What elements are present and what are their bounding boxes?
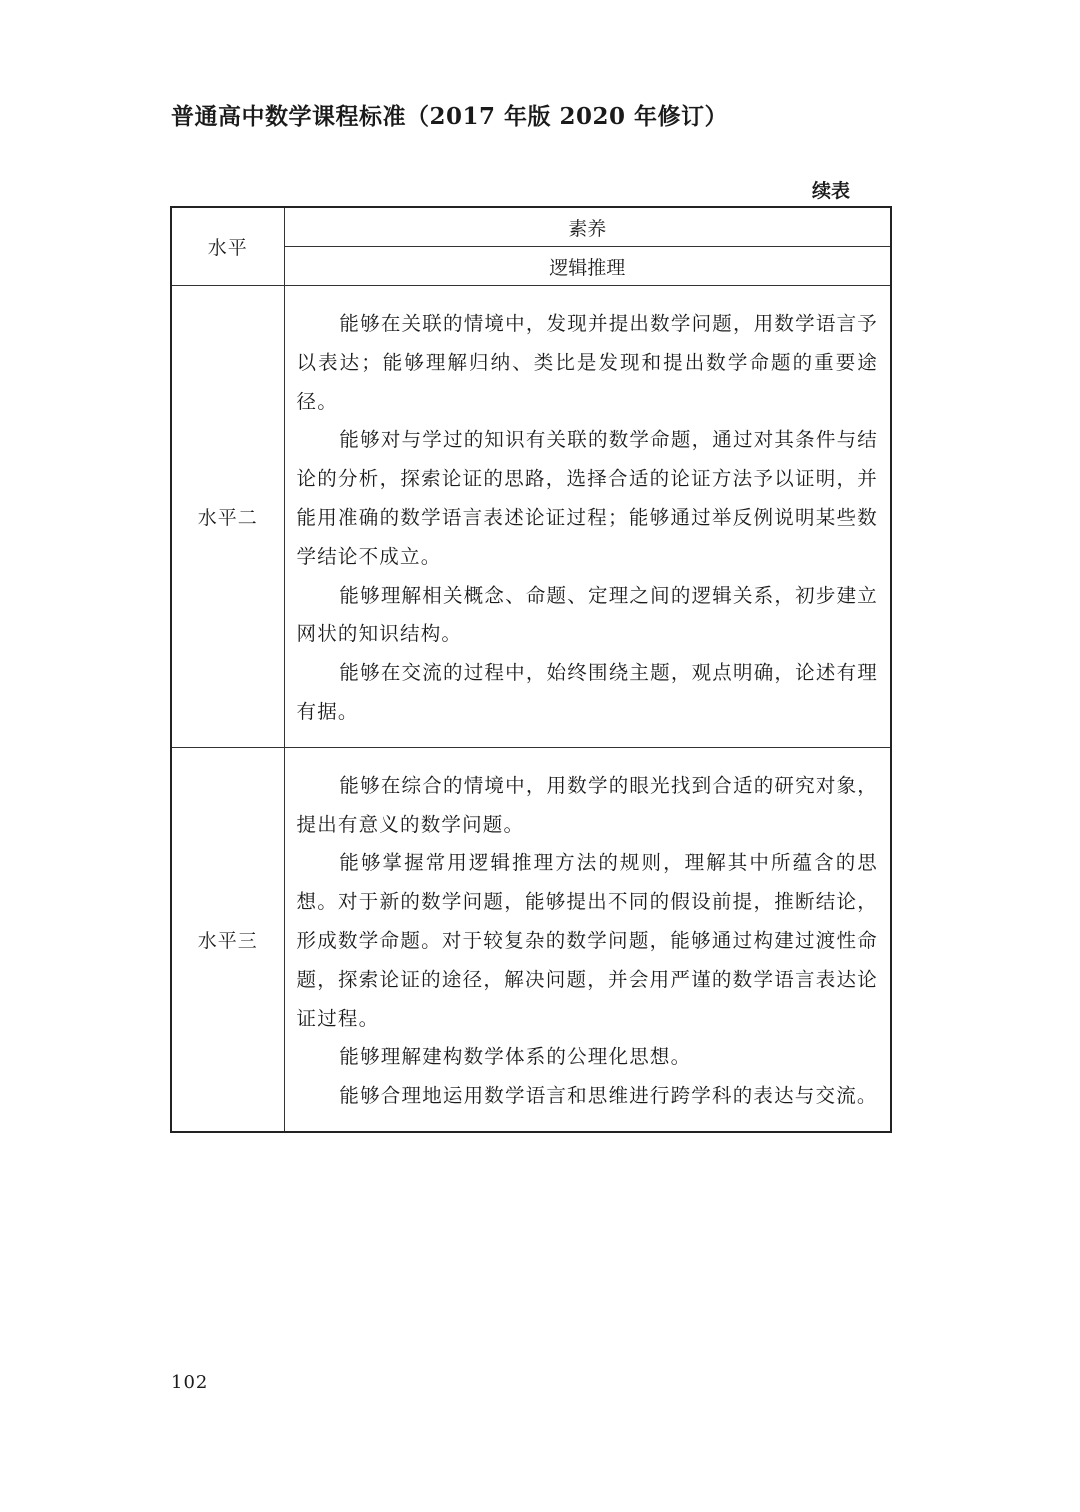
description-paragraph: 能够掌握常用逻辑推理方法的规则，理解其中所蕴含的思想。对于新的数学问题，能够提出不同的假设前提，推断结论，形成数学命题。对于较复杂的数学问题，能够通过构建过渡性命题，探索论证的途径，解决问题，并会用严谨的数学语言表达论证过程。 [296, 851, 878, 1030]
level-label: 水平三 [171, 747, 284, 1132]
table-row [171, 747, 891, 1132]
level-description [284, 286, 891, 748]
table-header-row [171, 207, 891, 247]
description-paragraph: 能够合理地运用数学语言和思维进行跨学科的表达与交流。 [339, 1084, 878, 1108]
table-continued-label: 续表 [811, 180, 850, 202]
level-column-header: 水平 [171, 207, 284, 286]
level-description [284, 747, 891, 1132]
description-paragraph: 能够理解建构数学体系的公理化思想。 [339, 1045, 692, 1069]
description-paragraph: 能够在综合的情境中，用数学的眼光找到合适的研究对象，提出有意义的数学问题。 [296, 773, 878, 836]
literacy-name-header: 逻辑推理 [284, 247, 891, 286]
literacy-column-header: 素养 [284, 207, 891, 247]
description-paragraph: 能够在交流的过程中，始终围绕主题，观点明确，论述有理有据。 [296, 661, 878, 723]
description-paragraph: 能够在关联的情境中，发现并提出数学问题，用数学语言予以表达；能够理解归纳、类比是发现和提出数学命题的重要途径。 [296, 312, 878, 413]
literacy-level-table [170, 206, 892, 1133]
running-header-title: 普通高中数学课程标准（2017 年版 2020 年修订） [171, 103, 729, 130]
description-paragraph: 能够理解相关概念、命题、定理之间的逻辑关系，初步建立网状的知识结构。 [296, 583, 878, 646]
level-label: 水平二 [171, 286, 284, 748]
description-paragraph: 能够对与学过的知识有关联的数学命题，通过对其条件与结论的分析，探索论证的思路，选择合适的论证方法予以证明，并能用准确的数学语言表述论证过程；能够通过举反例说明某些数学结论不成立。 [296, 428, 878, 568]
page-number: 102 [171, 1372, 209, 1393]
table-row [171, 286, 891, 748]
